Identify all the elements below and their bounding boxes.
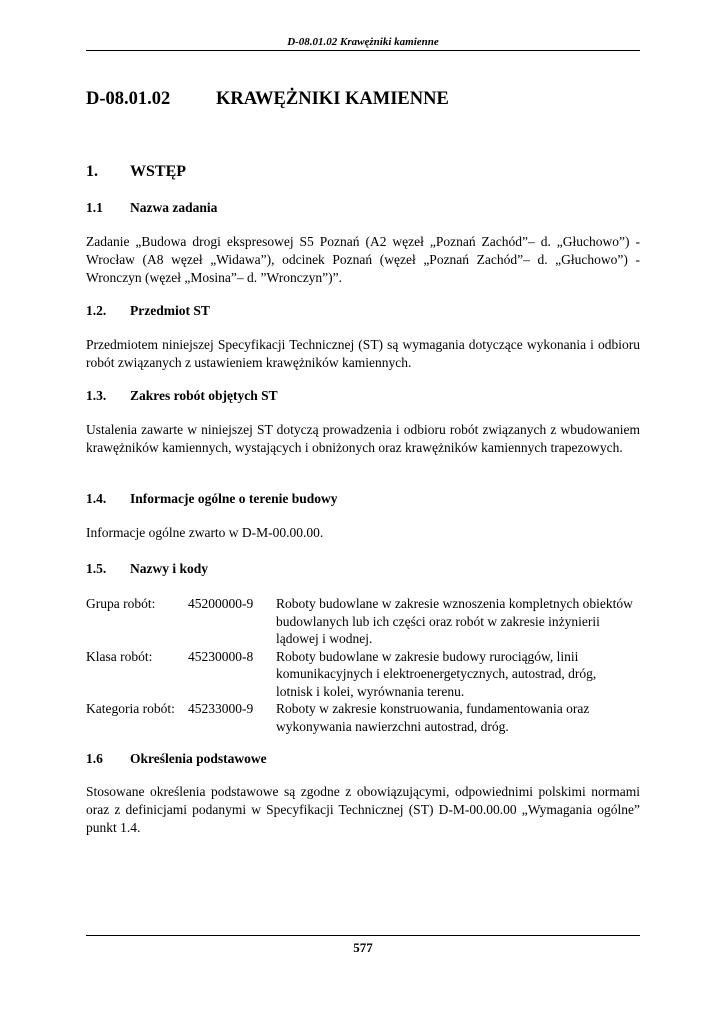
subsection-number: 1.2.: [86, 303, 107, 318]
codes-list: [86, 595, 646, 735]
subsection-number: 1.4.: [86, 491, 107, 506]
subsection-heading-1-2: [86, 303, 210, 319]
document-title: [86, 89, 449, 110]
subsection-number: 1.3.: [86, 388, 107, 403]
paragraph-informacje-ogolne: Informacje ogólne zwarto w D-M-00.00.00.: [86, 525, 324, 540]
subsection-heading-1-3: [86, 388, 278, 404]
page-number: 577: [353, 940, 373, 955]
footer-divider: [86, 935, 640, 936]
section-number: 1.: [86, 163, 98, 180]
subsection-title: Określenia podstawowe: [130, 751, 267, 766]
code-row: [86, 700, 646, 735]
subsection-number: 1.1: [86, 200, 103, 215]
subsection-heading-1-1: [86, 200, 217, 216]
code-description: Roboty budowlane w zakresie wznoszenia kompletnych obiektów budowlanych lub ich części oraz robót w zakresie inżynierii lądowej i wodnej.: [276, 596, 633, 646]
subsection-title: Przedmiot ST: [130, 303, 210, 318]
subsection-number: 1.5.: [86, 561, 107, 576]
paragraph-okreslenia-podstawowe: Stosowane określenia podstawowe są zgodne z obowiązującymi, odpowiednimi polskimi normami oraz z definicjami podanymi w Specyfikacji Technicznej (ST) D-M-00.00.00 „Wymagania ogólne” punkt 1.4.: [86, 784, 640, 835]
section-heading-wstep: [86, 163, 186, 181]
document-title-text: KRAWĘŻNIKI KAMIENNE: [216, 89, 449, 109]
code-row: [86, 648, 646, 701]
code-label: Klasa robót:: [86, 648, 153, 664]
running-header: D-08.01.02 Krawężniki kamienne: [287, 36, 439, 48]
paragraph-zakres-robot: Ustalenia zawarte w niniejszej ST dotyczą prowadzenia i odbioru robót związanych z wbudowaniem krawężników kamiennych, wystających i obniżonych oraz krawężników kamiennych trapezowych.: [86, 422, 640, 455]
code-value: 45233000-9: [188, 701, 254, 716]
header-divider: [86, 50, 640, 51]
code-description: Roboty w zakresie konstruowania, fundamentowania oraz wykonywania nawierzchni autostrad, dróg.: [276, 701, 590, 734]
document-code: D-08.01.02: [86, 89, 171, 109]
subsection-title: Nazwa zadania: [130, 200, 218, 215]
paragraph-nazwa-zadania: Zadanie „Budowa drogi ekspresowej S5 Poznań (A2 węzeł „Poznań Zachód”– d. „Głuchowo”) - Wrocław (A8 węzeł „Widawa”), odcinek Poznań (węzeł „Poznań Zachód”– d. „Głuchowo”) - Wronczyn (węzeł „Mosina”– d. ”Wronczyn”)”.: [86, 234, 640, 285]
code-description: Roboty budowlane w zakresie budowy rurociągów, linii komunikacyjnych i elektroenergetycznych, autostrad, dróg, lotnisk i kolei, wyrównania terenu.: [276, 648, 597, 699]
code-value: 45230000-8: [188, 648, 254, 664]
subsection-title: Zakres robót objętych ST: [130, 388, 278, 403]
subsection-heading-1-5: [86, 561, 208, 577]
code-row: [86, 595, 646, 648]
code-label: Grupa robót:: [86, 596, 156, 611]
subsection-title: Informacje ogólne o terenie budowy: [130, 491, 338, 506]
code-label: Kategoria robót:: [86, 701, 175, 716]
section-title: WSTĘP: [130, 163, 187, 180]
subsection-title: Nazwy i kody: [130, 561, 209, 576]
subsection-number: 1.6: [86, 751, 103, 766]
subsection-heading-1-4: [86, 491, 337, 507]
subsection-heading-1-6: [86, 751, 267, 767]
code-value: 45200000-9: [188, 596, 254, 611]
paragraph-przedmiot-st: Przedmiotem niniejszej Specyfikacji Technicznej (ST) są wymagania dotyczące wykonania i odbioru robót związanych z ustawieniem krawężników kamiennych.: [86, 337, 640, 370]
